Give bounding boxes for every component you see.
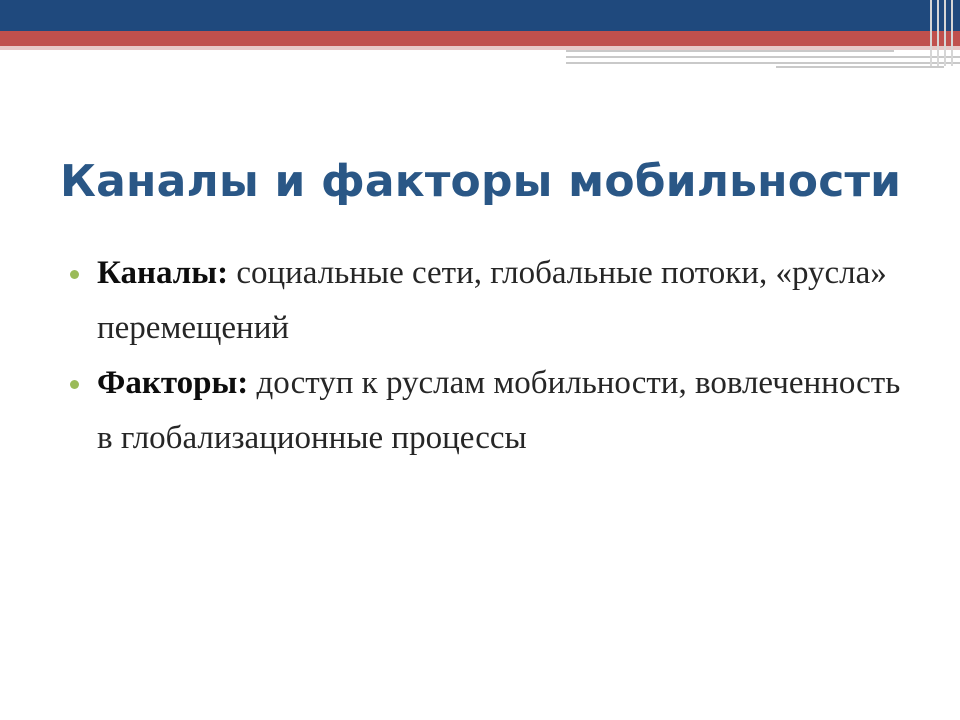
bullet-text: доступ к руслам мобильности, вовлеченность в глобализационные процессы [97,365,901,456]
header-vertical-line [944,0,946,66]
bullet-heading: Каналы: [97,255,229,291]
bullet-item-factors [70,356,910,466]
header-stripe [566,50,894,52]
header-band-blue [0,0,960,31]
slide-title: Каналы и факторы мобильности [60,156,902,207]
bullet-dot-icon [70,270,79,279]
bullet-item-channels [70,246,910,356]
header-vertical-line [930,0,932,66]
header-vertical-line [951,0,953,66]
header-vertical-line [937,0,939,66]
header-stripe [776,66,944,68]
bullet-dot-icon [70,380,79,389]
bullet-heading: Факторы: [97,365,249,401]
bullet-text: социальные сети, глобальные потоки, «русла» перемещений [97,255,887,346]
bullet-list [70,246,910,466]
header-band-red [0,31,960,46]
header-stripe [566,56,960,58]
header-stripe [566,62,960,64]
